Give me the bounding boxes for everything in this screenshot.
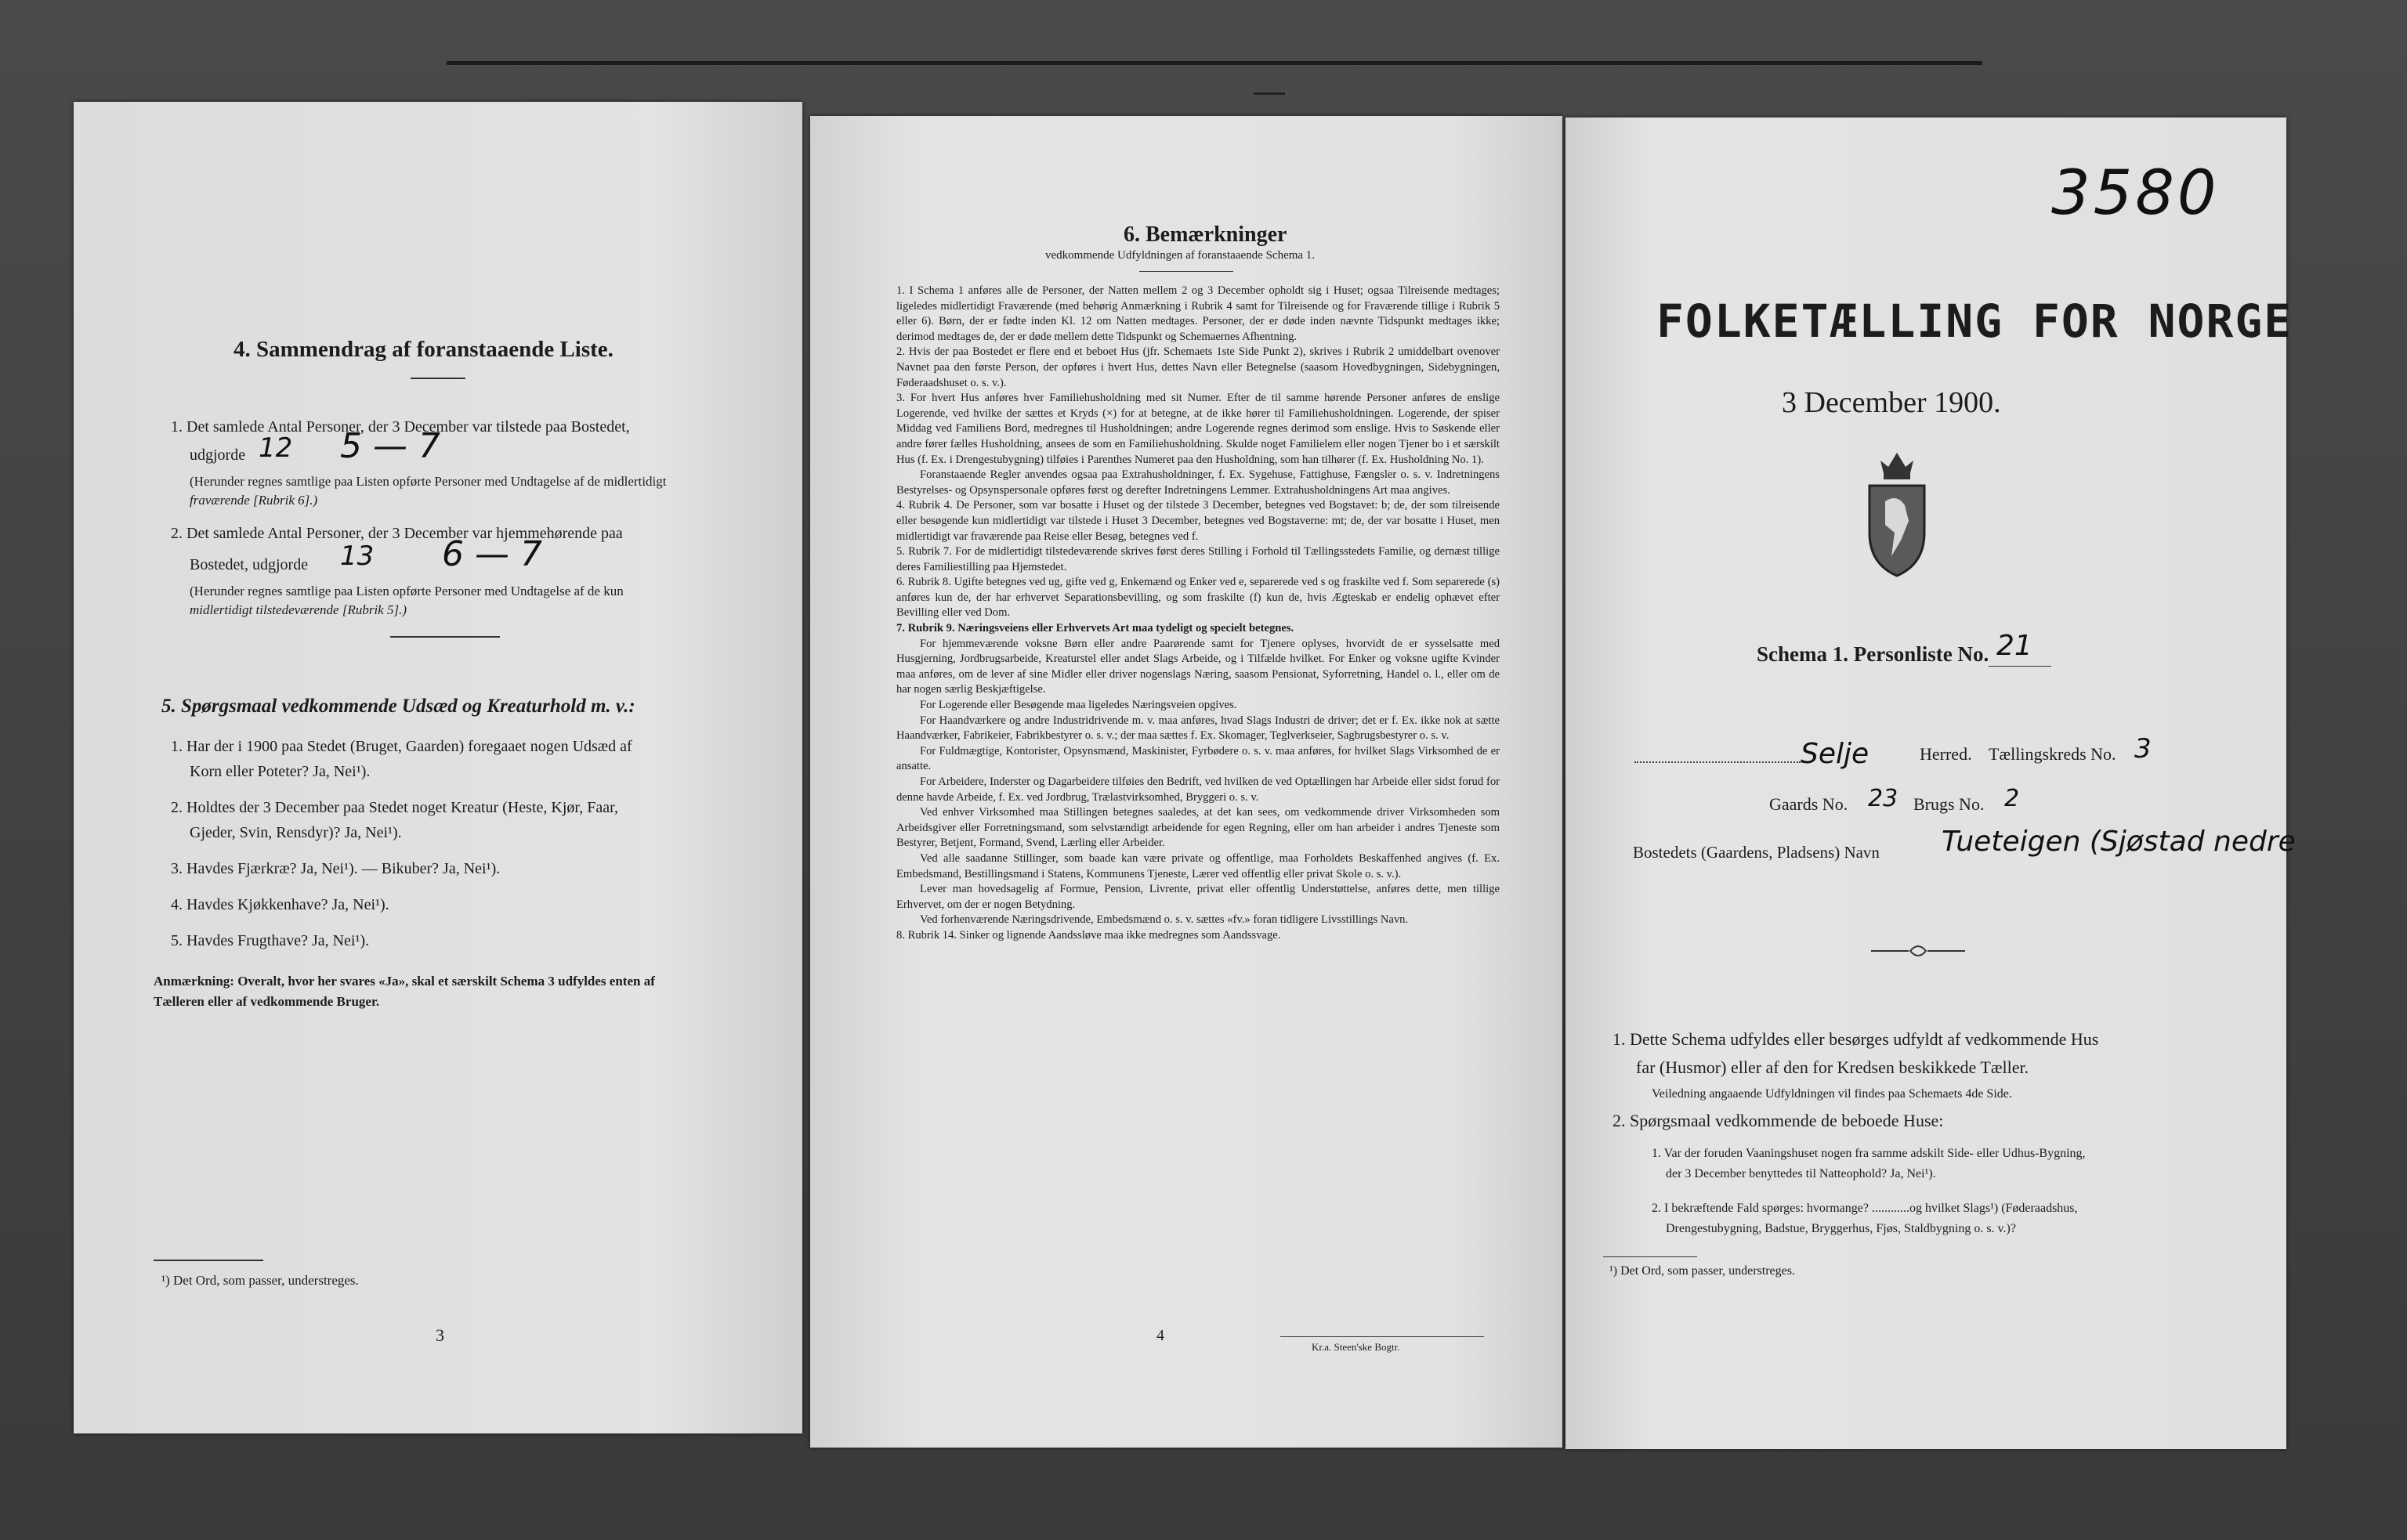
remarks-body [896,284,1500,944]
section-5-title: 5. Spørgsmaal vedkommende Udsæd og Kreaturhold m. v.: [161,696,635,717]
page-number: 3 [436,1325,444,1345]
brugs-value: 2 [2004,785,2020,812]
schema-number: 21 [1996,630,2032,662]
bosted-value: Tueteigen (Sjøstad nedre [1942,826,2296,858]
remark-paragraph: 2. Hvis der paa Bostedet er flere end et beboet Hus (jfr. Schemaets 1ste Side Punkt 2), skrives i Rubrik 2 umiddelbart ovenover Navnet paa den første Person, der opføres i hvert Hus, dettes Navn eller Betegnelse (saasom Hovedbygningen, Sidebygningen, Føderaadshuset o. s. v.). [896,345,1500,389]
remark-paragraph: Foranstaaende Regler anvendes ogsaa paa Extrahusholdninger, f. Ex. Sygehuse, Fattighuse, Fængsler o. s. v. Indretningens Bestyrelses- og Opsynspersonale opføres først og derefter Indretningens Lemmer. Extrahusholdningens Art maa angives. [896,468,1500,497]
q1-line2: Korn eller Poteter? Ja, Nei¹). [190,763,371,780]
remarks-subtitle: vedkommende Udfyldningen af foranstaaende Schema 1. [1045,249,1316,262]
remark-paragraph: 7. Rubrik 9. Næringsveiens eller Erhvervets Art maa tydeligt og specielt betegnes. [896,622,1294,635]
item1-handwritten-split: 5 — 7 [340,426,440,466]
instruction1-note: Veiledning angaaende Udfyldningen vil findes paa Schemaets 4de Side. [1652,1087,2012,1101]
gaards-label: Gaards No. [1769,794,1848,814]
remark-paragraph: 3. For hvert Hus anføres hver Familiehusholdning med sit Numer. Efter de til samme hørende Personer anføres de enslige Logerende, ved hvilke der sættes et Kryds (×) for at betegne, at de ikke hører til Familiehusholdningen. Logerende, der spiser Middag ved Familiens Bord, medregnes til Husholdningen; andre Logerende regnes derimod som enslige. Hvis to Søskende eller andre fører fælles Husholdning, ansees de som en Familiehusholdning. Skulde noget Familielem eller nogen Tjener bo i et særskilt Hus (f. Ex. i Drengestubygning) tilføies i Parenthes Numeret paa den Husholdning, som han tilhører (f. Ex. Husholdning No. 1). [896,392,1500,466]
item2-note1: (Herunder regnes samtlige paa Listen opførte Personer med Undtagelse af de kun [190,584,624,598]
page-4-middle [810,116,1562,1448]
section-4-title: 4. Sammendrag af foranstaaende Liste. [233,337,614,362]
divider [390,636,500,638]
sub-question2-line2: Drengestubygning, Badstue, Bryggerhus, Fjøs, Staldbygning o. s. v.)? [1666,1222,2016,1235]
printer-rule [1280,1336,1484,1337]
instruction1-line2: far (Husmor) eller af den for Kredsen beskikkede Tæller. [1636,1057,2029,1077]
ornament-divider-icon [1871,942,1965,960]
printer-mark: Kr.a. Steen'ske Bogtr. [1312,1341,1400,1353]
norway-coat-of-arms-icon [1862,446,1932,580]
item2-line1: 2. Det samlede Antal Personer, der 3 December var hjemmehørende paa [171,525,623,542]
herred-label: Herred. [1920,744,1972,764]
footnote: ¹) Det Ord, som passer, understreges. [1609,1264,1795,1278]
item1-handwritten-total: 12 [259,432,293,464]
item1-note2: fraværende [Rubrik 6].) [190,493,318,508]
footnote-rule [1603,1256,1697,1257]
item1-prefix: udgjorde [190,446,246,464]
q2-line2: Gjeder, Svin, Rensdyr)? Ja, Nei¹). [190,824,402,841]
remark-paragraph: Ved enhver Virksomhed maa Stillingen betegnes saaledes, at det kan sees, om vedkommende driver Virksomheden som Arbeidsgiver eller Forretningsmand, som selvstændigt arbeidende for egen Regning, eller om han arbeider i andres Tjeneste som Bestyrer, Betjent, Formand, Svend, Lærling eller Arbeider. [896,806,1500,850]
top-rule [447,61,1982,65]
item1-note1: (Herunder regnes samtlige paa Listen opførte Personer med Undtagelse af de midlertidigt [190,474,667,489]
q4: 4. Havdes Kjøkkenhave? Ja, Nei¹). [171,896,389,913]
q2-line1: 2. Holdtes der 3 December paa Stedet noget Kreatur (Heste, Kjør, Faar, [171,799,618,816]
krets-label: Tællingskreds No. [1989,744,2116,764]
sub-question1-line1: 1. Var der foruden Vaaningshuset nogen fra samme adskilt Side- eller Udhus-Bygning, [1652,1147,2086,1160]
remark-paragraph: For Logerende eller Besøgende maa ligeledes Næringsveien opgives. [920,699,1237,712]
remark-line2: Tælleren eller af vedkommende Bruger. [154,994,380,1009]
page-3-left [74,102,802,1433]
item2-handwritten-total: 13 [340,540,375,572]
remark-paragraph: Ved alle saadanne Stillinger, som baade kan være private og offentlige, maa Forholdets Beskaffenhed angives (f. Ex. Embedsmand, Bestillingsmand i Statens, Kommunens Tjeneste, Lærer ved offentlig eller privat Skole o. s. v.). [896,851,1500,880]
brugs-label: Brugs No. [1913,794,1985,814]
remark-paragraph: Lever man hovedsagelig af Formue, Pension, Livrente, privat eller offentlig Understøttelse, anføres dette, men tillige Erhvervet, om der er nogen Betydning. [896,883,1500,911]
remark-paragraph: Ved forhenværende Næringsdrivende, Embedsmænd o. s. v. sættes «fv.» foran tidligere Livsstillings Navn. [920,913,1409,927]
herred-value: Selje [1801,738,1869,770]
corner-handwritten-number: 3580 [2051,158,2220,229]
remarks-title: 6. Bemærkninger [1124,222,1287,247]
census-date: 3 December 1900. [1782,386,2001,419]
item1-line1: 1. Det samlede Antal Personer, der 3 December var tilstede paa Bostedet, [171,418,630,436]
instruction2: 2. Spørgsmaal vedkommende de beboede Huse: [1613,1111,1944,1130]
remark-paragraph: For hjemmeværende voksne Børn eller andre Paarørende samt for Tjenere oplyses, hvorvidt de er sysselsatte med Husgjerning, Jordbrugsarbeide, Kreaturstel eller andet Slags Arbeide, og i Tilfælde hvilket. For Enker og voksne ugifte Kvinder maa anføres, om de lever af sine Midler eller driver nogenslags Næring, saasom Pensionat, Syforretning, Handel o. l., eller om de har nogen særlig Beskjæftigelse. [896,637,1500,696]
item2-handwritten-split: 6 — 7 [442,534,542,574]
q5: 5. Havdes Frugthave? Ja, Nei¹). [171,932,370,949]
footnote: ¹) Det Ord, som passer, understreges. [161,1273,359,1288]
underline [1989,666,2051,667]
instruction1-line1: 1. Dette Schema udfyldes eller besørges udfyldt af vedkommende Hus [1613,1029,2099,1049]
gaards-value: 23 [1868,785,1898,812]
page-1-right-cover [1565,117,2296,1449]
krets-value: 3 [2134,733,2152,765]
schema-label: Schema 1. Personliste No. [1757,642,1989,666]
remark-paragraph: 4. Rubrik 4. De Personer, som var bosatte i Huset og der tilstede 3 December, betegnes ved Bogstavet: b; de, der som tilreisende eller besøgende kun midlertidigt var tilstede i Huset 3 December, betegnes ved Bogstaverne: mt; de, der var bosatte i Huset, men midlertidigt var fraværende paa Reise eller Besøg, betegnes ved f. [896,499,1500,543]
q3: 3. Havdes Fjærkræ? Ja, Nei¹). — Bikuber? Ja, Nei¹). [171,860,501,877]
top-mark [1254,92,1285,95]
remark-paragraph: 8. Rubrik 14. Sinker og lignende Aandssløve maa ikke medregnes som Aandssvage. [896,928,1281,942]
remark-line1: Anmærkning: Overalt, hvor her svares «Ja», skal et særskilt Schema 3 udfyldes enten af [154,974,655,989]
item2-prefix: Bostedet, udgjorde [190,556,309,573]
page-number: 4 [1156,1327,1164,1344]
remark-paragraph: 5. Rubrik 7. For de midlertidigt tilstedeværende skrives først deres Stilling i Forhold til Tællingsstedets Familie, og dernæst tillige deres Familiestilling paa Hjemstedet. [896,545,1500,573]
sub-question2-line1: 2. I bekræftende Fald spørges: hvormange? ............og hvilket Slags¹) (Føderaadshus, [1652,1202,2078,1215]
remark-paragraph: 6. Rubrik 8. Ugifte betegnes ved ug, gifte ved g, Enkemænd og Enker ved e, separerede ved s og fraskilte ved f. Som separerede (s) anføres kun de, der har erhvervet Separationsbevilling, og som fraskilte (f) kun de, hvis Ægteskab er endelig ophævet efter Bevilling eller ved Dom. [896,576,1500,620]
herred-dots [1634,761,1801,764]
remark-paragraph: For Fuldmægtige, Kontorister, Opsynsmænd, Maskinister, Fyrbødere o. s. v. maa anføres, for hvilket Slags Virksomhed de er ansatte. [896,744,1500,773]
item2-note2: midlertidigt tilstedeværende [Rubrik 5].) [190,602,407,617]
q1-line1: 1. Har der i 1900 paa Stedet (Bruget, Gaarden) foregaaet nogen Udsæd af [171,738,632,755]
sub-question1-line2: der 3 December benyttedes til Natteophold? Ja, Nei¹). [1666,1167,1936,1180]
remark-paragraph: 1. I Schema 1 anføres alle de Personer, der Natten mellem 2 og 3 December opholdt sig i Huset; ogsaa Tilreisende medtages; ligeledes midlertidigt Fraværende (med behørig Anmærkning i Rubrik 4 samt for Tilreisende og for Fraværende tillige i Rubrik 5 eller 6). Børn, der er fødte inden Kl. 12 om Natten medtages. Personer, der er døde inden nævnte Tidspunkt medtages ikke; derimod medtages de, der er døde mellem dette Tidspunkt og Schemaernes Afhentning. [896,284,1500,343]
remark-paragraph: For Arbeidere, Inderster og Dagarbeidere tilføies den Bedrift, ved hvilken de ved Optællingen har Arbeide eller sidst forud for denne havde Arbeide, f. Ex. ved Jordbrug, Trælastvirksomhed, Bryggeri o. s. v. [896,775,1500,804]
divider [411,378,465,379]
divider [1139,271,1233,272]
footnote-rule [154,1260,263,1261]
document-title: FOLKETÆLLING FOR NORGE [1656,295,2293,348]
bosted-label: Bostedets (Gaardens, Pladsens) Navn [1633,843,1880,862]
remark-paragraph: For Haandværkere og andre Industridrivende m. v. maa anføres, hvad Slags Industri de driver; det er f. Ex. ikke nok at sætte Haandværker, Fabrikeier, Fabrikbestyrer o. s. v.; der maa sættes f. Ex. Skomager, Teglverkseier, Sagbrugsbestyrer o. s. v. [896,714,1500,743]
